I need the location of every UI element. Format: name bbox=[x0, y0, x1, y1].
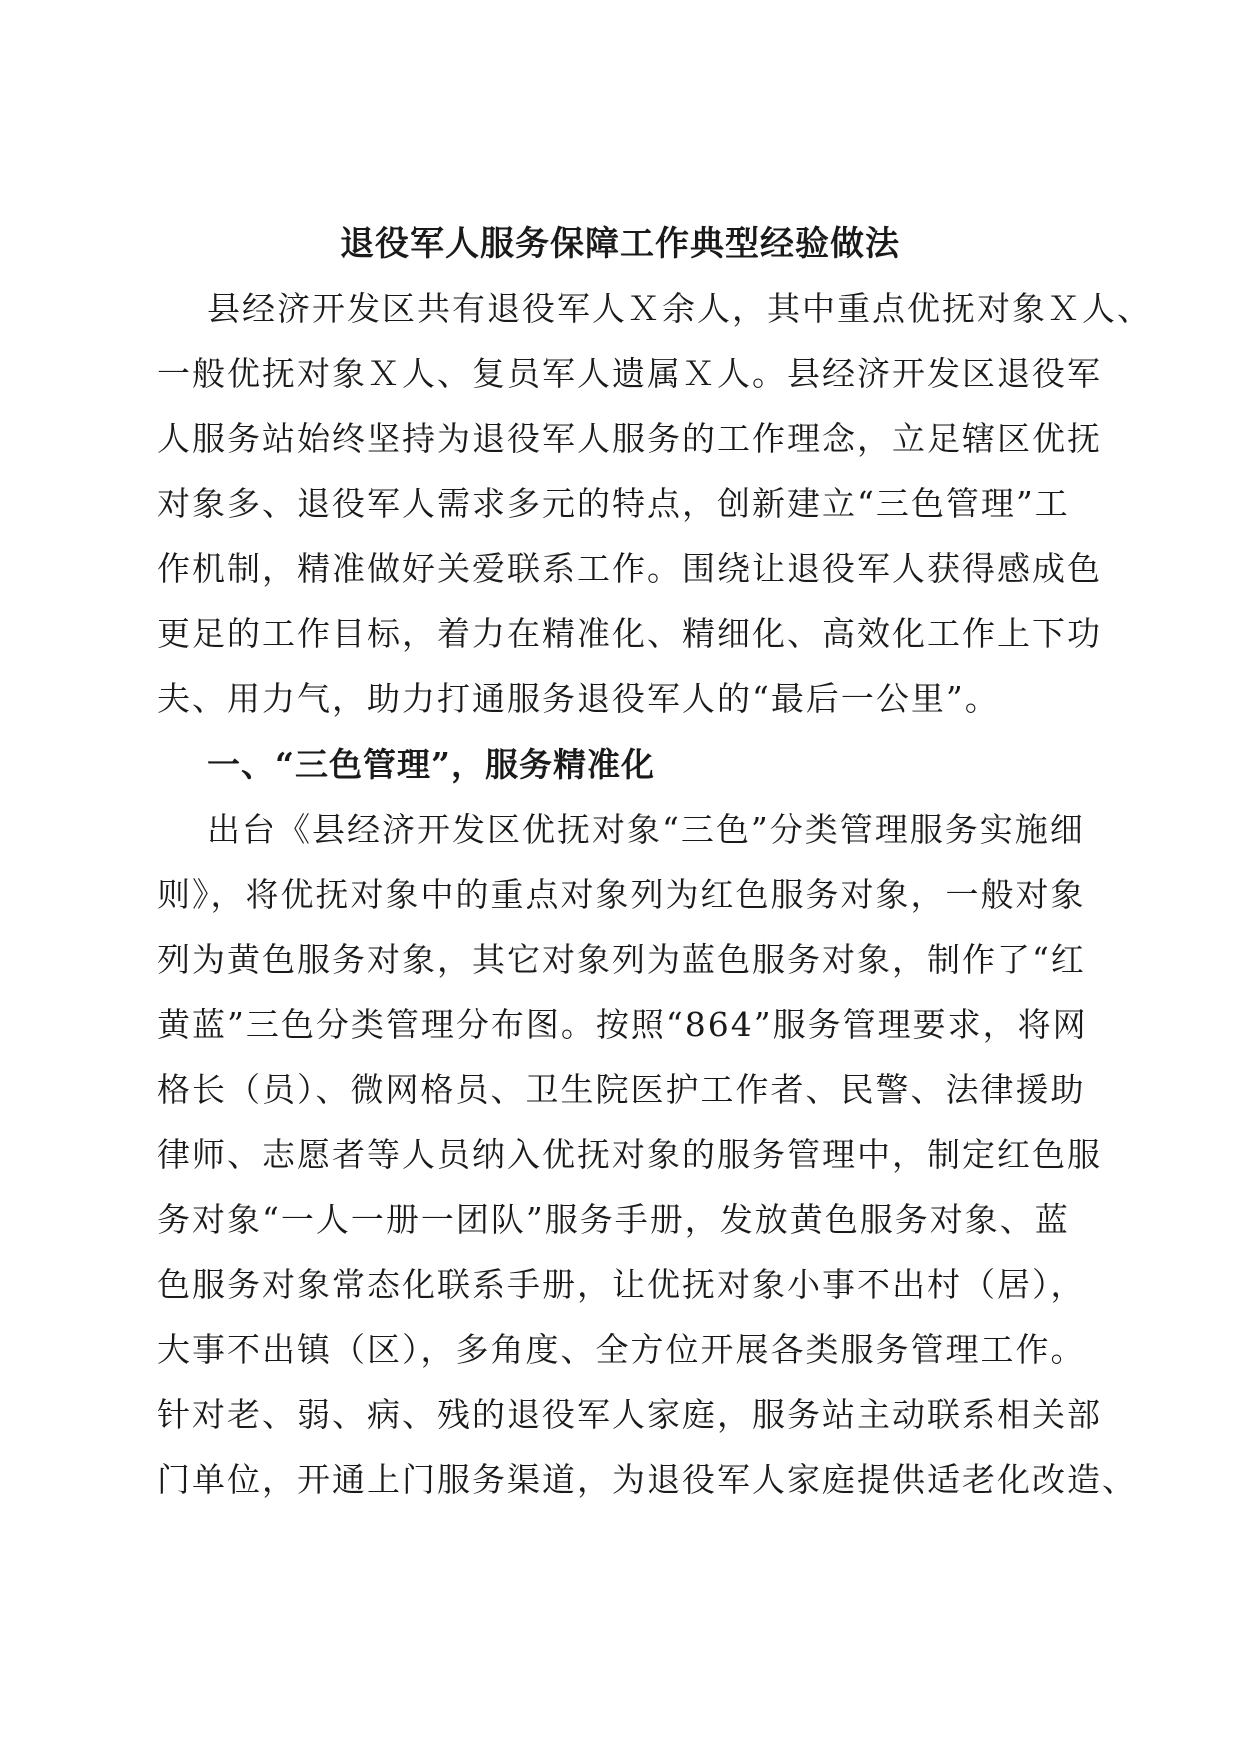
paragraph-line: 县经济开发区共有退役军人Ｘ余人，其中重点优抚对象Ｘ人、 bbox=[207, 289, 1152, 328]
paragraph-line: 门单位，开通上门服务渠道，为退役军人家庭提供适老化改造、 bbox=[157, 1460, 1137, 1499]
paragraph-line: 更足的工作目标，着力在精准化、精细化、高效化工作上下功 bbox=[157, 614, 1102, 653]
section-heading: 一、“三色管理”，服务精准化 bbox=[207, 745, 655, 784]
paragraph-line: 对象多、退役军人需求多元的特点，创新建立“三色管理”工 bbox=[157, 484, 1070, 523]
paragraph-line: 大事不出镇（区），多角度、全方位开展各类服务管理工作。 bbox=[157, 1330, 1086, 1369]
paragraph-line: 务对象“一人一册一团队”服务手册，发放黄色服务对象、蓝 bbox=[157, 1200, 1070, 1239]
paragraph-line: 列为黄色服务对象，其它对象列为蓝色服务对象，制作了“红 bbox=[157, 940, 1086, 979]
paragraph-line: 一般优抚对象Ｘ人、复员军人遗属Ｘ人。县经济开发区退役军 bbox=[157, 354, 1102, 393]
paragraph-line: 出台《县经济开发区优抚对象“三色”分类管理服务实施细 bbox=[207, 810, 1085, 849]
paragraph-line: 作机制，精准做好关爱联系工作。围绕让退役军人获得感成色 bbox=[157, 549, 1102, 588]
paragraph-line: 人服务站始终坚持为退役军人服务的工作理念，立足辖区优抚 bbox=[157, 419, 1102, 458]
paragraph-line: 则》，将优抚对象中的重点对象列为红色服务对象，一般对象 bbox=[157, 875, 1086, 914]
paragraph-line: 色服务对象常态化联系手册，让优抚对象小事不出村（居）， bbox=[157, 1265, 1086, 1304]
paragraph-line: 夫、用力气，助力打通服务退役军人的“最后一公里”。 bbox=[157, 679, 1000, 718]
paragraph-line: 格长（员）、微网格员、卫生院医护工作者、民警、法律援助 bbox=[157, 1070, 1086, 1109]
paragraph-line: 律师、志愿者等人员纳入优抚对象的服务管理中，制定红色服 bbox=[157, 1135, 1102, 1174]
paragraph-line: 针对老、弱、病、残的退役军人家庭，服务站主动联系相关部 bbox=[157, 1395, 1102, 1434]
paragraph-line: 黄蓝”三色分类管理分布图。按照“864”服务管理要求，将网 bbox=[157, 1005, 1088, 1044]
document-title: 退役军人服务保障工作典型经验做法 bbox=[340, 224, 900, 264]
